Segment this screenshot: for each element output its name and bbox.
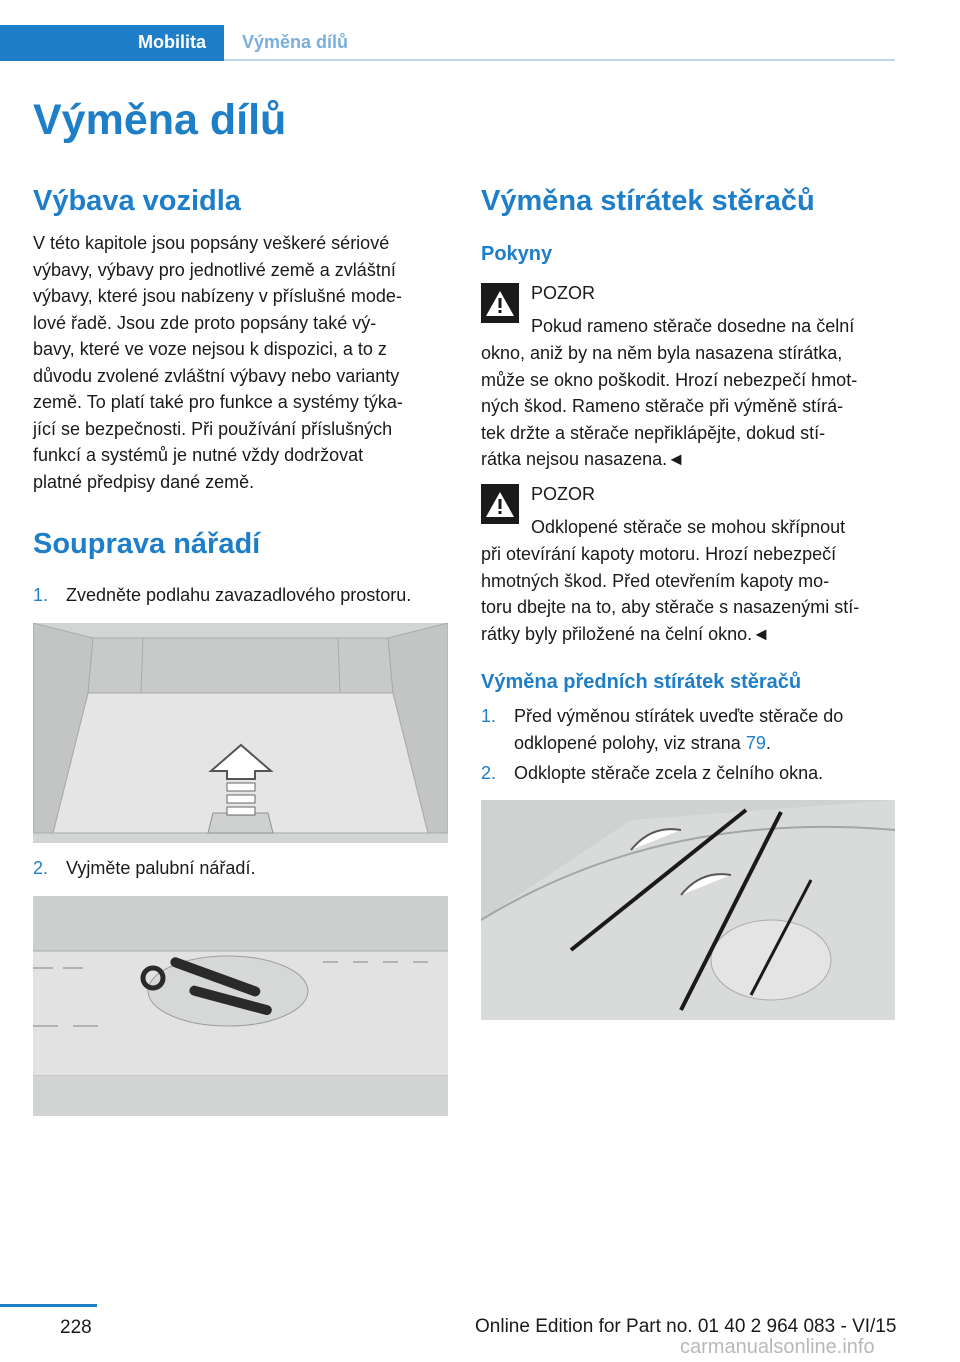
front-step-2-number: 2.: [481, 763, 497, 783]
windscreen-wipers-illustration: [481, 800, 895, 1020]
warning-icon: [481, 484, 519, 524]
header-chapter-bar: [224, 25, 895, 61]
toolkit-step-2-number: 2.: [33, 858, 49, 878]
page-number-bar: [0, 1304, 97, 1307]
equipment-heading: Výbava vozidla: [33, 185, 241, 217]
watermark: carmanualsonline.info: [680, 1336, 875, 1358]
onboard-tools-drawing: [33, 896, 448, 1116]
equipment-text: V této kapitole jsou popsány veškeré sériové výbavy, výbavy pro jednotlivé země a zvláštní výbavy, které jsou nabízeny v příslušné mode‐ lové řadě. Jsou zde proto popsány také vý‐ bavy, které ve voze nejsou k dispozici, a to z důvodu zvolené zvláštní výbavy nebo varianty země. To platí také pro funkce a systémy týka‐ jící se bezpečnosti. Při používání příslušných funkcí a systémů je nutné vždy dodržovat platné předpisy dané země.: [33, 233, 403, 492]
toolkit-step-1-number: 1.: [33, 585, 49, 605]
notes-heading: Pokyny: [481, 243, 553, 265]
front-step-2-text: Odklopte stěrače zcela z čelního okna.: [514, 763, 824, 783]
warning-1-text: okno, aniž by na něm byla nasazena stírátka, může se okno poškodit. Hrozí nebezpečí hmot‐ ných škod. Rameno stěrače při výměně stírá‐ tek držte a stěrače nepřiklápějte, dokud stí‐ rátka nejsou nasazena.◄: [481, 343, 858, 469]
warning-2-label: POZOR: [531, 484, 596, 504]
header-section-tab: [0, 25, 224, 61]
windscreen-wipers-drawing: [481, 800, 895, 1020]
page-number: 228: [60, 1317, 92, 1338]
front-wiper-heading: Výměna předních stírátek stěračů: [481, 671, 802, 693]
page-title: Výměna dílů: [33, 96, 287, 144]
front-step-1-text-a: Před výměnou stírátek uveďte stěrače do odklopené polohy, viz strana: [514, 706, 844, 753]
warning-1-label: POZOR: [531, 283, 596, 303]
warning-2-first-line: Odklopené stěrače se mohou skřípnout: [531, 517, 846, 537]
toolkit-heading: Souprava nářadí: [33, 528, 261, 560]
toolkit-step-1-text: Zvedněte podlahu zavazadlového prostoru.: [66, 585, 412, 605]
wiper-heading: Výměna stírátek stěračů: [481, 185, 815, 217]
front-step-1-text: [514, 703, 843, 756]
header-section-label: Mobilita: [138, 32, 206, 52]
trunk-floor-illustration: [33, 623, 448, 843]
trunk-floor-drawing: [33, 623, 448, 843]
warning-1-first-line: Pokud rameno stěrače dosedne na čelní: [531, 316, 855, 336]
front-step-1-text-b: .: [765, 732, 771, 753]
edition-footer: Online Edition for Part no. 01 40 2 964 083 - VI/15: [475, 1316, 897, 1337]
front-step-1-number: 1.: [481, 706, 497, 726]
warning-2-text: při otevírání kapoty motoru. Hrozí nebezpečí hmotných škod. Před otevřením kapoty mo‐ toru dbejte na to, aby stěrače s nasazenými stí‐ rátky byly přiložené na čelní okno.◄: [481, 544, 860, 644]
page-79-link[interactable]: 79: [745, 732, 766, 753]
warning-icon: [481, 283, 519, 323]
toolkit-step-2-text: Vyjměte palubní nářadí.: [66, 858, 256, 878]
header-chapter-label: Výměna dílů: [242, 32, 349, 52]
onboard-tools-illustration: [33, 896, 448, 1116]
